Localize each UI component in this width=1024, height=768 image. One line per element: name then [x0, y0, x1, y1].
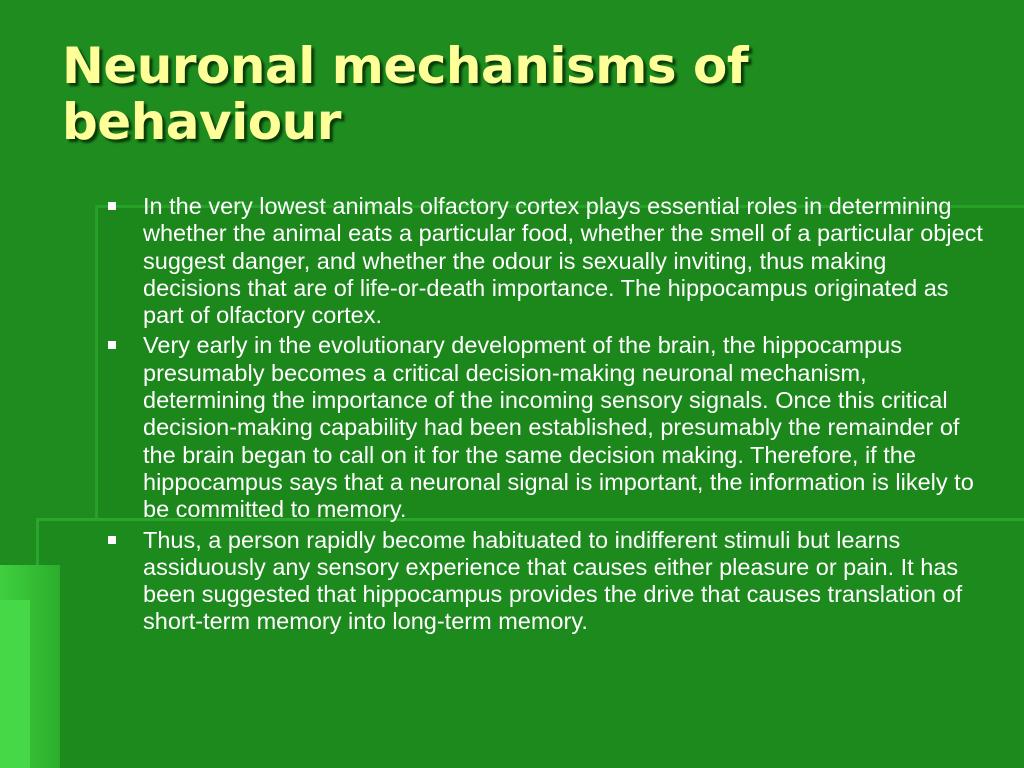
bullet-item [108, 193, 988, 329]
bullet-text: In the very lowest animals olfactory cortex plays essential roles in determining whether the animal eats a particular food, whether the smell of a particular object suggest danger, and whether the odour is sexually inviting, thus making decisions that are of life-or-death importance. The hippocampus originated as part of olfactory cortex. [143, 193, 983, 329]
square-bullet-icon [108, 536, 116, 544]
bullet-text: Very early in the evolutionary development of the brain, the hippocampus presumably becomes a critical decision-making neuronal mechanism, determining the importance of the incoming sensory signals. Once this critical decision-making capability had been established, presumably the remainder of the brain began to call on it for the same decision making. Therefore, if the hippocampus says that a neuronal signal is important, the information is likely to be committed to memory. [143, 332, 974, 523]
slide-title: Neuronal mechanisms of behaviour [62, 37, 749, 151]
bullet-list [108, 193, 988, 639]
background-accent [0, 600, 30, 768]
bullet-text: Thus, a person rapidly become habituated to indifferent stimuli but learns assiduously any sensory experience that causes either pleasure or pain. It has been suggested that hippocampus provides the drive that causes translation of short-term memory into long-term memory. [143, 526, 963, 635]
square-bullet-icon [108, 341, 116, 349]
bullet-item [108, 332, 988, 523]
square-bullet-icon [108, 202, 116, 210]
bullet-item [108, 527, 988, 636]
